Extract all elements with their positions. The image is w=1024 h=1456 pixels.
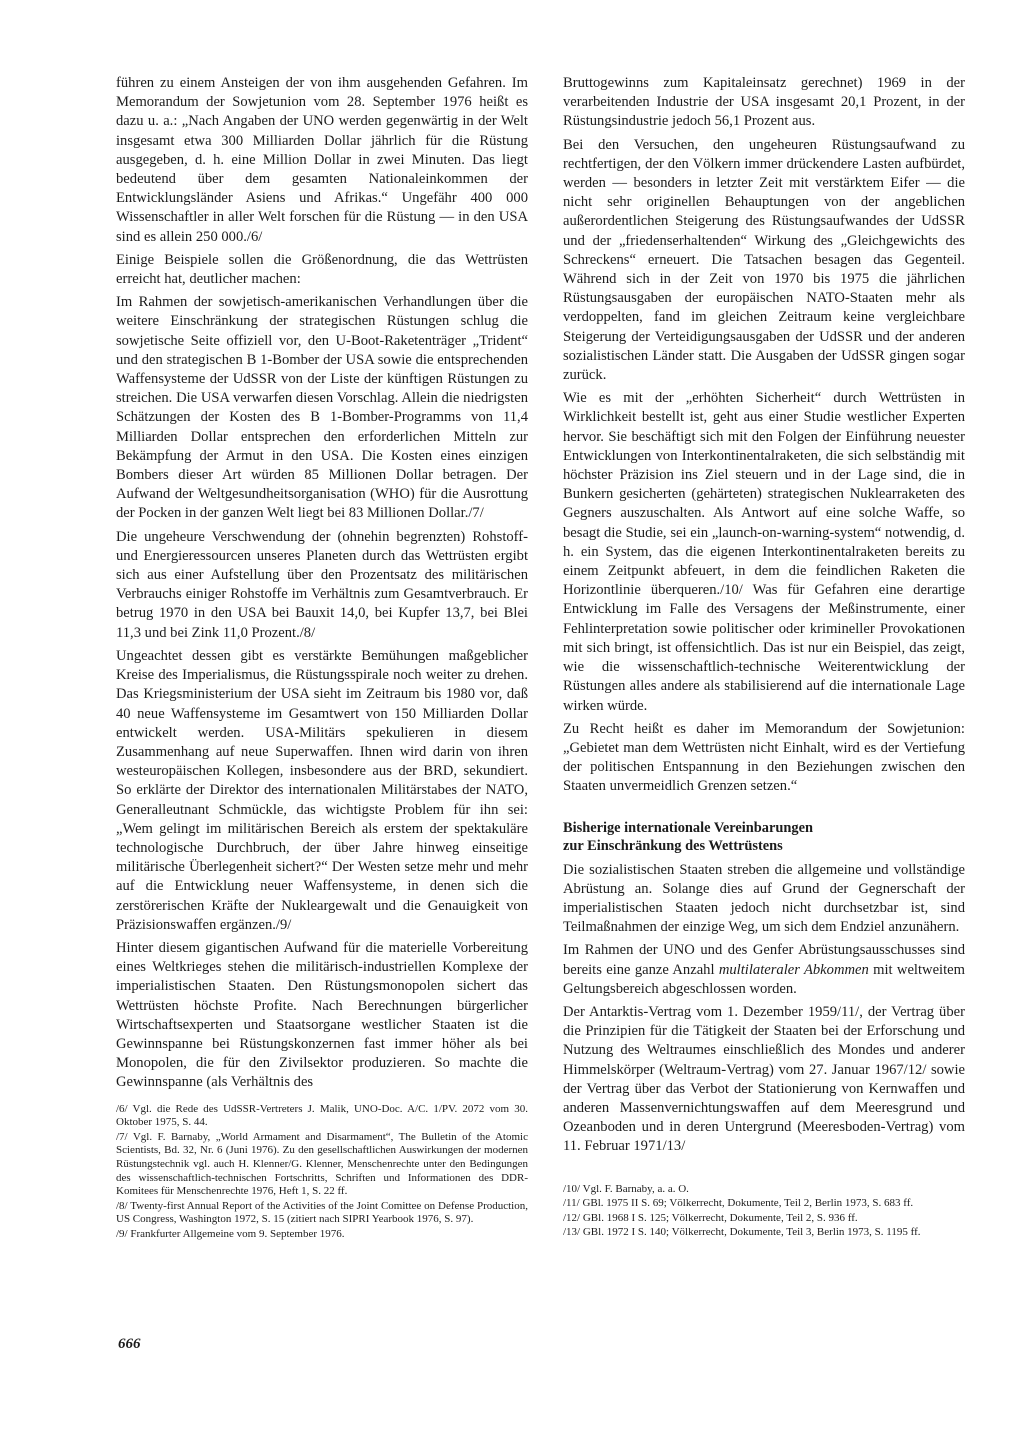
- section-heading-line: zur Einschränkung des Wettrüstens: [563, 837, 783, 854]
- body-paragraph: [563, 941, 965, 999]
- footnotes-left: [116, 1103, 528, 1242]
- body-paragraph: Ungeachtet dessen gibt es verstärkte Bemühungen maßgeblicher Kreise des Imperialismus, die Rüstungsspirale noch weiter zu drehen. Das Kriegsministerium der USA sieht im Zeitraum bis 1980 vor, daß 40 neue Waffensysteme im Gesamtwert von 150 Milliarden Dollar entwickelt werden. USA-Militärs spekulieren in diesem Zusammenhang auf neue Superwaffen. Ihnen wird darin von ihren westeuropäischen Kollegen, insbesondere aus der BRD, sekundiert. So erklärte der Direktor des internationalen Militärstabes der NATO, Generalleutnant Schmückle, das wichtigste Problem für ihn sei: „Wem gelingt im militärischen Bereich als erstem der spektakuläre technologische Durchbruch, der über Jahre hinweg einseitige militärische Überlegenheit sichert?“ Der Westen setze mehr und mehr auf die Entwicklung neuer Waffensysteme, in denen sich die zerstörerischen Kräfte der Nukleargewalt und die Genauigkeit von Präzisionswaffen ergänzen./9/: [116, 647, 528, 933]
- footnote: /6/ Vgl. die Rede des UdSSR-Vertreters J. Malik, UNO-Doc. A/C. 1/PV. 2072 vom 30. Oktober 1975, S. 44.: [116, 1102, 528, 1129]
- footnote: /13/ GBl. 1972 I S. 140; Völkerrecht, Dokumente, Teil 3, Berlin 1973, S. 1195 ff.: [563, 1226, 921, 1239]
- body-paragraph: Hinter diesem gigantischen Aufwand für die materielle Vorbereitung eines Weltkrieges stehen die militärisch-industriellen Komplexe der imperialistischen Staaten. Den Rüstungsmonopolen sichert das Wettrüsten höchste Profite. Nach Berechnungen bürgerlicher Wirtschaftsexperten und Staatsorgane westlicher Staaten ist die Gewinnspanne bei Rüstungskonzernen fast immer höher als bei Monopolen, die für den Zivilsektor produzieren. So machte die Gewinnspanne (als Verhältnis des: [116, 939, 528, 1091]
- body-paragraph: Im Rahmen der sowjetisch-amerikanischen Verhandlungen über die weitere Einschränkung der strategischen Rüstungen schlug die sowjetische Seite offiziell vor, den U-Boot-Raketenträger „Trident“ und den strategischen B 1-Bomber der USA sowie die entsprechenden Waffensysteme der UdSSR von der Liste der künftigen Rüstungen zu streichen. Die USA verwarfen diesen Vorschlag. Allein die niedrigsten Schätzungen der Kosten des B 1-Bomber-Programms von 11,4 Milliarden Dollar entsprechen den erforderlichen Mitteln zur Bekämpfung der Armut in den USA. Die Kosten eines einzigen Bombers dieser Art würden 85 Millionen Dollar betragen. Der Aufwand der Weltgesundheitsorganisation (WHO) für die Ausrottung der Pocken in der ganzen Welt liegt bei 83 Millionen Dollar./7/: [116, 294, 528, 522]
- footnote: /8/ Twenty-first Annual Report of the Activities of the Joint Comittee on Defense Production, US Congress, Washington 1972, S. 15 (zitiert nach SIPRI Yearbook 1976, S. 97).: [116, 1199, 528, 1226]
- right-column: [563, 74, 965, 1241]
- page-number: 666: [118, 1336, 141, 1352]
- footnote: /7/ Vgl. F. Barnaby, „World Armament and Disarmament“, The Bulletin of the Atomic Scientists, Bd. 32, Nr. 6 (Juni 1976). Zu den gesellschaftlichen Auswirkungen der modernen Rüstungstechnik vgl. auch H. Klenner/G. Klenner, Menschenrechte unter den Bedingungen des wissenschaftlich-technischen Fortschritts, Schriften und Informationen des DDR-Komitees für Menschenrechte 1976, Heft 1, S. 22 ff.: [116, 1130, 528, 1198]
- body-paragraph: Wie es mit der „erhöhten Sicherheit“ durch Wettrüsten in Wirklichkeit bestellt ist, geht aus einer Studie westlicher Experten hervor. Sie beschäftigt sich mit den Folgen der Einführung neuester Entwicklungen von Interkontinentalraketen, die sich selbständig mit höchster Präzision ins Ziel steuern und in der Lage sind, die in Bunkern gesicherten (gehärteten) strategischen Nuklearraketen des Gegners auszuschalten. Als Antwort auf eine solche Waffe, so besagt die Studie, sei ein „launch-on-warning-system“ notwendig, d. h. ein System, das die eigenen Interkontinentalraketen bereits zu einem Zeitpunkt abfeuert, in dem die feindlichen Raketen die Horizontlinie überqueren./10/ Was für Gefahren eine derartige Entwicklung im Falle des Versagens der Meßinstrumente, einer Fehlinterpretation sowie politischer oder krimineller Provokationen mit sich bringt, ist offensichtlich. Das ist nur ein Beispiel, das zeigt, wie die wissenschaftlich-technische Weiterentwicklung der Rüstungen alles andere als stabilisierend auf die internationale Lage wirken würde.: [563, 390, 965, 714]
- body-paragraph: Zu Recht heißt es daher im Memorandum der Sowjetunion: „Gebietet man dem Wettrüsten nicht Einhalt, wird es der Vertiefung der politischen Entspannung in den Beziehungen zwischen den Staaten unvermeidlich Grenzen setzen.“: [563, 720, 965, 795]
- body-paragraph: Einige Beispiele sollen die Größenordnung, die das Wettrüsten erreicht hat, deutlicher machen:: [116, 251, 528, 288]
- footnote: /11/ GBl. 1975 II S. 69; Völkerrecht, Dokumente, Teil 2, Berlin 1973, S. 683 ff.: [563, 1197, 914, 1210]
- paragraph-text: Im Rahmen der UNO und des Genfer Abrüstungsausschusses sind bereits eine ganze Anzahl: [563, 942, 965, 978]
- body-paragraph: Die ungeheure Verschwendung der (ohnehin begrenzten) Rohstoff- und Energieressourcen unseres Planeten durch das Wettrüsten ergibt sich aus einer Aufstellung über den Prozentsatz des militärischen Verbrauchs einiger Rohstoffe im Verhältnis zum Gesamtverbrauch. Er betrug 1970 in den USA bei Bauxit 14,0, bei Kupfer 13,7, bei Blei 11,3 und bei Zink 11,0 Prozent./8/: [116, 528, 528, 641]
- section-heading: [563, 819, 965, 855]
- footnote: /9/ Frankfurter Allgemeine vom 9. September 1976.: [116, 1227, 345, 1240]
- body-paragraph: führen zu einem Ansteigen der von ihm ausgehenden Gefahren. Im Memorandum der Sowjetunion vom 28. September 1976 heißt es dazu u. a.: „Nach Angaben der UNO werden gegenwärtig in der Welt insgesamt etwa 300 Milliarden Dollar jährlich für die Rüstung ausgegeben, d. h. eine Million Dollar in zwei Minuten. Das liegt bedeutend über dem gesamten Nationaleinkommen der Entwicklungsländer Asiens und Afrikas.“ Ungefähr 400 000 Wissenschaftler in aller Welt forschen für die Rüstung — in den USA sind es allein 250 000./6/: [116, 75, 528, 245]
- footnote: /12/ GBl. 1968 I S. 125; Völkerrecht, Dokumente, Teil 2, S. 936 ff.: [563, 1211, 858, 1224]
- paragraph-text: mit weltweitem Geltungsbereich abgeschlossen worden.: [563, 961, 965, 997]
- left-column: [116, 74, 528, 1243]
- body-paragraph: Bruttogewinns zum Kapitaleinsatz gerechnet) 1969 in der verarbeitenden Industrie der USA insgesamt 20,1 Prozent, in der Rüstungsindustrie jedoch 56,1 Prozent aus.: [563, 75, 965, 130]
- footnote: /10/ Vgl. F. Barnaby, a. a. O.: [563, 1182, 689, 1195]
- footnotes-right: [563, 1183, 965, 1240]
- body-paragraph: Die sozialistischen Staaten streben die allgemeine und vollständige Abrüstung an. Solange dies auf Grund der Gegnerschaft der imperialistischen Staaten jedoch nicht durchsetzbar ist, sind Teilmaßnahmen der einzige Weg, um sich dem Endziel anzunähern.: [563, 861, 965, 936]
- body-paragraph: Bei den Versuchen, den ungeheuren Rüstungsaufwand zu rechtfertigen, der den Völkern immer drückendere Lasten aufbürdet, werden — besonders in letzter Zeit mit verstärktem Eifer — die nicht sehr originellen Behauptungen von der angeblichen außerordentlichen Steigerung des Rüstungsaufwandes der UdSSR und der „friedenserhaltenden“ Wirkung des „Gleichgewichts des Schreckens“ erneuert. Die Tatsachen besagen das Gegenteil. Während sich in der Zeit von 1970 bis 1975 die jährlichen Rüstungsausgaben der europäischen NATO-Staaten mehr als verdoppelten, fand im gleichen Zeitraum keine vergleichbare Steigerung der Verteidigungsausgaben der UdSSR und der anderen sozialistischen Länder statt. Die Ausgaben der UdSSR gingen sogar zurück.: [563, 136, 965, 384]
- body-paragraph: Der Antarktis-Vertrag vom 1. Dezember 1959/11/, der Vertrag über die Prinzipien für die Tätigkeit der Staaten bei der Erforschung und Nutzung des Weltraumes einschließlich des Mondes und anderer Himmelskörper (Weltraum-Vertrag) vom 27. Januar 1967/12/ sowie der Vertrag über das Verbot der Stationierung von Kernwaffen und anderen Massenvernichtungswaffen auf dem Meeresgrund und Ozeanboden und in deren Untergrund (Meeresboden-Vertrag) vom 11. Februar 1971/13/: [563, 1003, 965, 1155]
- italic-emphasis: multilateraler Abkommen: [718, 961, 869, 978]
- section-heading-line: Bisherige internationale Vereinbarungen: [563, 819, 813, 836]
